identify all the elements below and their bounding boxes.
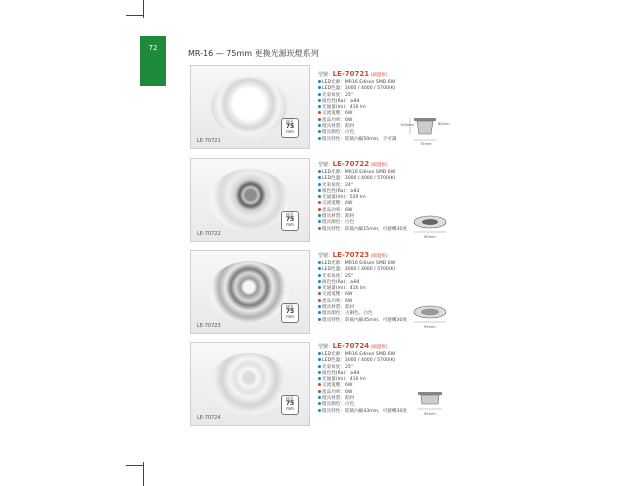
- cutout-size-badge: [281, 118, 299, 138]
- cutout-size-badge: [281, 303, 299, 323]
- bullet-icon: [318, 377, 321, 380]
- dim-width: 95mm: [424, 412, 436, 416]
- spec-row: 演色性(Ra)：≥84: [318, 99, 397, 105]
- bullet-icon: [318, 201, 321, 204]
- bullet-icon: [318, 124, 321, 127]
- page-number-tab: [140, 36, 166, 86]
- page-title: MR-16 — 75mm 更換光源崁燈系列: [188, 49, 319, 58]
- badge-label: 崁孔: [286, 119, 294, 124]
- badge-unit: mm: [286, 129, 294, 134]
- spec-row: LED色溫：3000 / 4000 / 5700(K): [318, 358, 407, 364]
- badge-label: 崁孔: [286, 396, 294, 401]
- badge-size: 75: [285, 123, 295, 130]
- badge-label: 崁孔: [286, 212, 294, 217]
- spec-row: 演色性(Ra)：≥84: [318, 280, 407, 286]
- dim-depth: 80mm: [438, 122, 450, 126]
- badge-unit: mm: [286, 314, 294, 319]
- bullet-icon: [318, 118, 321, 121]
- card-model-label: LE-70722: [197, 231, 221, 237]
- bullet-icon: [318, 352, 321, 355]
- bullet-icon: [318, 208, 321, 211]
- bullet-icon: [318, 220, 321, 223]
- product-spec-block: 型號：LE-70721 (細邊框) LED光源：MR16 Edison SMD 6W LED色溫：3000 / 4000 / 5700(K) 光束角度：25° 演色性(Ra)：≥84 光通量(lm)：416 lm 交流電壓：6W 產品功率：6W 燈具材質：鋁材 燈具顏色：白色 燈具特性：防眩內縮50mm，不可調: [318, 70, 397, 142]
- model-tag: (細邊框): [370, 254, 388, 259]
- type-label: 型號: [318, 253, 329, 259]
- bullet-icon: [318, 93, 321, 96]
- bullet-icon: [318, 305, 321, 308]
- diagram-flange: [414, 118, 436, 121]
- spec-row: 產品功率：6W: [318, 390, 407, 396]
- spec-row: 燈具顏色：古銅色、白色: [318, 311, 407, 317]
- type-label: 型號: [318, 344, 329, 350]
- spec-row: 燈具材質：鋁材: [318, 214, 407, 220]
- spec-row: LED光源：MR16 Edison SMD 6W: [318, 352, 407, 358]
- bullet-icon: [318, 214, 321, 217]
- spec-row: 光束角度：25°: [318, 93, 397, 99]
- spec-row: 演色性(Ra)：≥83: [318, 189, 407, 195]
- model-number: LE-70724: [332, 342, 370, 350]
- model-number: LE-70721: [332, 70, 370, 78]
- downlight-image: [209, 76, 289, 138]
- bullet-icon: [318, 409, 321, 412]
- bullet-icon: [318, 311, 321, 314]
- bullet-icon: [318, 99, 321, 102]
- diagram-body: [421, 395, 439, 404]
- dimension-diagram: [410, 212, 450, 240]
- dim-width: 90mm: [424, 235, 436, 239]
- spec-row: 光束角度：25°: [318, 274, 407, 280]
- spec-row: 光束角度：24°: [318, 183, 407, 189]
- spec-row: 燈具材質：鋁材: [318, 124, 397, 130]
- spec-row: LED光源：MR16 Edison SMD 6W: [318, 261, 407, 267]
- spec-row: 燈具材質：鋁材: [318, 305, 407, 311]
- spec-row: 光通量(lm)：520 lm: [318, 195, 407, 201]
- type-label: 型號: [318, 162, 329, 168]
- spec-row: LED色溫：3000 / 4000 / 5700(K): [318, 176, 407, 182]
- bullet-icon: [318, 183, 321, 186]
- model-number: LE-70722: [332, 160, 370, 168]
- spec-row: 產品功率：6W: [318, 118, 397, 124]
- diagram-flange: [418, 392, 442, 395]
- product-spec-block: 型號：LE-70722 (細邊框) LED光源：MR16 Edison SMD 6W LED色溫：3000 / 4000 / 5700(K) 光束角度：24° 演色性(Ra)：≥83 光通量(lm)：520 lm 交流電壓：6W 產品功率：6W 燈具材質：鋁材 燈具顏色：白色 燈具特性：防眩內縮15mm，可旋轉30度: [318, 160, 407, 232]
- bullet-icon: [318, 383, 321, 386]
- bullet-icon: [318, 195, 321, 198]
- downlight-image: [209, 353, 289, 415]
- spec-row: 產品功率：6W: [318, 208, 407, 214]
- model-tag: (細邊框): [370, 73, 388, 78]
- spec-row: 產品功率：6W: [318, 299, 407, 305]
- dimension-diagram: [410, 302, 450, 330]
- bullet-icon: [318, 402, 321, 405]
- product-photo-card: [190, 65, 310, 149]
- spec-row: 燈具特性：防眩內縮50mm，不可調: [318, 137, 397, 143]
- bullet-icon: [318, 130, 321, 133]
- bullet-icon: [318, 261, 321, 264]
- bullet-icon: [318, 358, 321, 361]
- downlight-image: [209, 169, 289, 231]
- spec-row: 燈具材質：鋁材: [318, 396, 407, 402]
- product-photo-card: [190, 342, 310, 426]
- bullet-icon: [318, 318, 321, 321]
- spec-row: LED光源：MR16 Edison SMD 6W: [318, 170, 407, 176]
- bullet-icon: [318, 86, 321, 89]
- product-spec-block: 型號：LE-70723 (細邊框) LED光源：MR16 Edison SMD 6W LED色溫：3000 / 4000 / 5700(K) 光束角度：25° 演色性(Ra)：≥84 光通量(lm)：416 lm 交流電壓：6W 產品功率：6W 燈具材質：鋁材 燈具顏色：古銅色、白色 燈具特性：防眩內縮45mm，可旋轉30度: [318, 251, 407, 323]
- spec-row: 燈具特性：防眩內縮15mm，可旋轉30度: [318, 227, 407, 233]
- spec-row: LED光源：MR16 Edison SMD 6W: [318, 80, 397, 86]
- model-tag: (細邊框): [370, 163, 388, 168]
- dimension-diagram: [400, 112, 456, 146]
- cutout-size-badge: [281, 211, 299, 231]
- badge-size: 75: [285, 400, 295, 407]
- card-model-label: LE-70723: [197, 323, 221, 329]
- bullet-icon: [318, 292, 321, 295]
- bullet-icon: [318, 176, 321, 179]
- spec-row: 燈具特性：防眩內縮43mm，可旋轉30度: [318, 409, 407, 415]
- spec-row: 燈具顏色：白色: [318, 220, 407, 226]
- model-number: LE-70723: [332, 251, 370, 259]
- bullet-icon: [318, 390, 321, 393]
- spec-row: 交流電壓：6W: [318, 201, 407, 207]
- bullet-icon: [318, 286, 321, 289]
- bullet-icon: [318, 365, 321, 368]
- diagram-body: [417, 121, 433, 134]
- spec-row: LED色溫：3000 / 4000 / 5700(K): [318, 267, 407, 273]
- diagram-inner: [421, 309, 439, 316]
- spec-row: 交流電壓：6W: [318, 383, 407, 389]
- spec-row: LED色溫：3000 / 4000 / 5700(K): [318, 86, 397, 92]
- badge-size: 75: [285, 308, 295, 315]
- page-number: 72: [148, 44, 158, 52]
- card-model-label: LE-70724: [197, 415, 221, 421]
- bullet-icon: [318, 274, 321, 277]
- dimension-diagram: [410, 388, 450, 416]
- dim-width: 95mm: [424, 325, 436, 329]
- spec-row: 光通量(lm)：416 lm: [318, 105, 397, 111]
- badge-unit: mm: [286, 406, 294, 411]
- card-model-label: LE-70721: [197, 138, 221, 144]
- bullet-icon: [318, 105, 321, 108]
- spec-row: 燈具顏色：白色: [318, 402, 407, 408]
- dim-height: 100mm: [400, 123, 414, 127]
- spec-row: 燈具特性：防眩內縮45mm，可旋轉30度: [318, 318, 407, 324]
- spec-row: 交流電壓：6W: [318, 292, 407, 298]
- crop-mark-top-h: [126, 15, 144, 16]
- badge-label: 崁孔: [286, 304, 294, 309]
- downlight-image: [209, 261, 289, 323]
- product-spec-block: 型號：LE-70724 (細邊框) LED光源：MR16 Edison SMD 6W LED色溫：3000 / 4000 / 5700(K) 光束角度：25° 演色性(Ra)：≥84 光通量(lm)：416 lm 交流電壓：6W 產品功率：6W 燈具材質：鋁材 燈具顏色：白色 燈具特性：防眩內縮43mm，可旋轉30度: [318, 342, 407, 414]
- bullet-icon: [318, 227, 321, 230]
- bullet-icon: [318, 267, 321, 270]
- spec-row: 交流電壓：6W: [318, 111, 397, 117]
- badge-unit: mm: [286, 222, 294, 227]
- type-label: 型號: [318, 72, 329, 78]
- product-photo-card: [190, 250, 310, 334]
- bullet-icon: [318, 371, 321, 374]
- bullet-icon: [318, 137, 321, 140]
- model-tag: (細邊框): [370, 345, 388, 350]
- spec-row: 燈具顏色：白色: [318, 130, 397, 136]
- bullet-icon: [318, 170, 321, 173]
- spec-row: 光通量(lm)：416 lm: [318, 286, 407, 292]
- bullet-icon: [318, 189, 321, 192]
- dim-width: 75mm: [420, 142, 432, 146]
- diagram-inner: [422, 219, 438, 225]
- spec-row: 光通量(lm)：416 lm: [318, 377, 407, 383]
- bullet-icon: [318, 280, 321, 283]
- bullet-icon: [318, 299, 321, 302]
- bullet-icon: [318, 111, 321, 114]
- cutout-size-badge: [281, 395, 299, 415]
- spec-row: 演色性(Ra)：≥84: [318, 371, 407, 377]
- crop-mark-bottom-h: [126, 465, 144, 466]
- bullet-icon: [318, 80, 321, 83]
- product-photo-card: [190, 158, 310, 242]
- bullet-icon: [318, 396, 321, 399]
- badge-size: 75: [285, 216, 295, 223]
- spec-row: 光束角度：25°: [318, 365, 407, 371]
